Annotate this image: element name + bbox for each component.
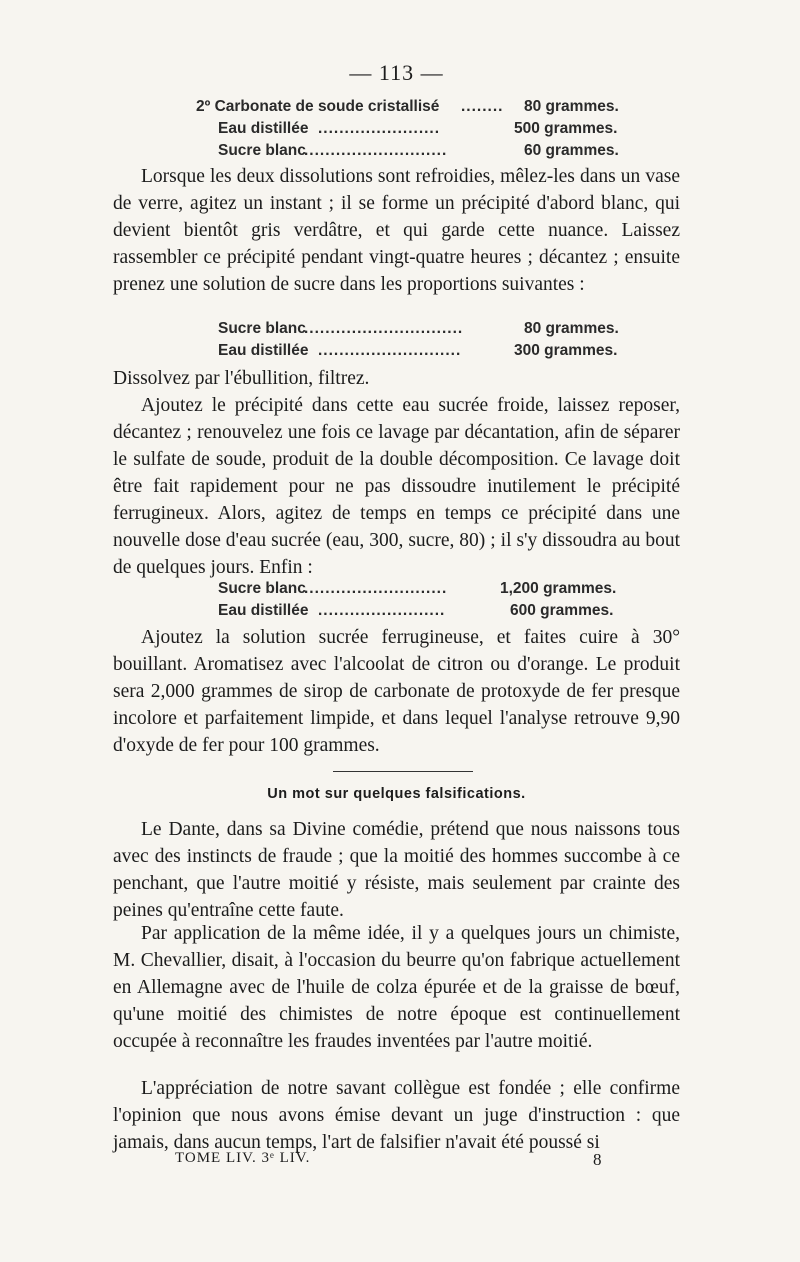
paragraph-text: Ajoutez le précipité dans cette eau sucrée froide, laissez reposer, décantez ; renouvelez une fois ce lavage par décantation, afin de séparer le sulfate de soude, produit de la double décomposition. Ce lavage doit être fait rapidement pour ne pas dissoudre inutilement le précipité ferrugineux. Alors, agitez de temps en temps ce précipité dans une nouvelle dose d'eau sucrée (eau, 300, sucre, 80) ; il s'y dissoudra au bout de quelques jours. Enfin :	[113, 395, 680, 578]
leader-dots: ..............................	[304, 320, 464, 337]
ingredient-name: Eau distillée	[218, 602, 309, 619]
paragraph-text: Ajoutez la solution sucrée ferrugineuse, et faites cuire à 30° bouillant. Aromatisez avec l'alcoolat de citron ou d'orange. Le produit sera 2,000 grammes de sirop de carbonate de protoxyde de fer presque incolore et parfaitement limpide, et dans lequel l'analyse retrouve 9,90 d'oxyde de fer pour 100 grammes.	[113, 627, 680, 756]
leader-dots: ...........................	[318, 342, 462, 359]
page-footer	[113, 1150, 680, 1176]
ingredient-qty: 600 grammes.	[510, 602, 614, 619]
recipe-row	[196, 140, 619, 162]
ingredient-qty: 60 grammes.	[524, 142, 619, 159]
section-divider	[333, 771, 473, 772]
book-page	[113, 0, 680, 1262]
ingredient-qty: 500 grammes.	[514, 120, 618, 137]
paragraph-text: L'appréciation de notre savant collègue est fondée ; elle confirme l'opinion que nous avons émise devant un juge d'instruction : que jamais, dans aucun temps, l'art de falsifier n'avait été poussé si	[113, 1078, 680, 1153]
recipe-row	[218, 340, 618, 362]
ingredient-name: Eau distillée	[218, 342, 309, 359]
recipe-row	[196, 118, 616, 140]
paragraph-text: Par application de la même idée, il y a quelques jours un chimiste, M. Chevallier, disait, à l'occasion du beurre qu'on fabrique actuellement en Allemagne avec de l'huile de colza épurée et de la graisse de bœuf, qu'une moitié des chimistes de notre époque est continuellement occupée à reconnaître les fraudes inventées par l'autre moitié.	[113, 923, 680, 1052]
recipe-row	[218, 578, 638, 600]
paragraph	[113, 163, 680, 298]
paragraph	[113, 816, 680, 924]
leader-dots: ........	[461, 98, 504, 115]
page-number: — 113 —	[349, 60, 444, 85]
paragraph-text: Dissolvez par l'ébullition, filtrez.	[113, 368, 370, 389]
leader-dots: .......................	[318, 120, 441, 137]
recipe-list-3	[218, 578, 638, 622]
ingredient-qty: 1,200 grammes.	[500, 580, 617, 597]
leader-dots: ...........................	[304, 142, 448, 159]
recipe-list-1	[196, 96, 619, 162]
section-title: Un mot sur quelques falsifications.	[267, 786, 526, 802]
ingredient-name: 2º Carbonate de soude cristallisé	[196, 98, 440, 115]
ingredient-name: Sucre blanc	[218, 320, 306, 337]
paragraph	[113, 1075, 680, 1156]
paragraph	[113, 392, 680, 581]
paragraph	[113, 365, 680, 392]
paragraph-text: Le Dante, dans sa Divine comédie, prétend que nous naissons tous avec des instincts de fraude ; que la moitié des hommes succombe à ce penchant, que l'autre moitié y résiste, mais seulement par crainte des peines qu'entraîne cette faute.	[113, 819, 680, 921]
ingredient-qty: 80 grammes.	[524, 98, 619, 115]
leader-dots: ...........................	[304, 580, 448, 597]
ingredient-qty: 300 grammes.	[514, 342, 618, 359]
ingredient-qty: 80 grammes.	[524, 320, 619, 337]
ingredient-name: Sucre blanc	[218, 142, 306, 159]
ingredient-name: Eau distillée	[218, 120, 309, 137]
paragraph	[113, 920, 680, 1055]
paragraph	[113, 624, 680, 759]
ingredient-name: Sucre blanc	[218, 580, 306, 597]
leader-dots: ........................	[318, 602, 446, 619]
recipe-row	[218, 318, 618, 340]
paragraph-text: Lorsque les deux dissolutions sont refroidies, mêlez-les dans un vase de verre, agitez un instant ; il se forme un précipité d'abord blanc, qui devient bientôt gris verdâtre, et qui garde cette nuance. Laissez rassembler ce précipité pendant vingt-quatre heures ; décantez ; ensuite prenez une solution de sucre dans les proportions suivantes :	[113, 166, 680, 295]
recipe-row	[218, 600, 638, 622]
recipe-list-2	[218, 318, 618, 362]
signature-mark: TOME LIV. 3ᵉ LIV.	[175, 1150, 311, 1166]
recipe-row	[196, 96, 619, 118]
sheet-number: 8	[593, 1150, 602, 1169]
